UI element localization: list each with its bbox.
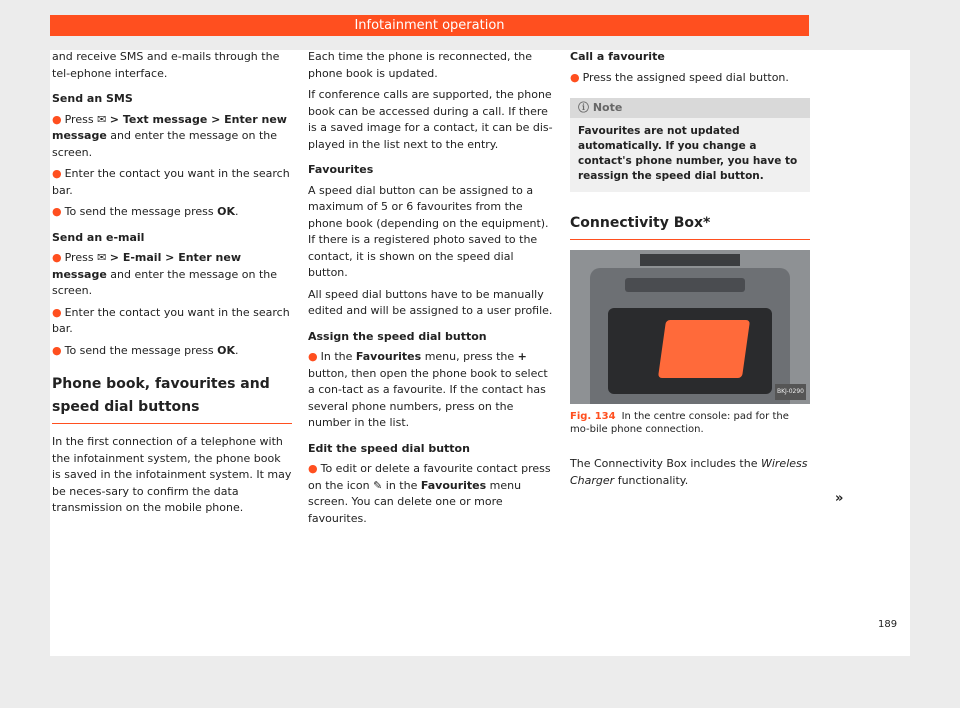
column-1: [52, 49, 292, 522]
sms-heading: Send an SMS: [52, 92, 133, 105]
edit-heading: Edit the speed dial button: [308, 441, 470, 455]
note-box: [570, 98, 810, 192]
figure-caption: Fig. 134 In the centre console: pad for the mo-bile phone connection.: [570, 411, 789, 435]
envelope-icon: ✉: [97, 251, 107, 264]
edit-step: ● To edit or delete a favourite contact press on the icon ✎ in the Favourites menu screen. You can delete one or more favourites.: [308, 462, 551, 525]
continue-chevron: »: [835, 491, 844, 506]
email-step-3: ● To send the message press OK.: [52, 343, 239, 357]
sms-step-3: ● To send the message press OK.: [52, 205, 239, 218]
call-step: ● Press the assigned speed dial button.: [570, 70, 789, 84]
page-number: 189: [878, 619, 898, 630]
bullet-icon: ●: [52, 305, 62, 319]
sms-step-1: ● Press ✉ > Text message > Enter new message and enter the message on the screen.: [52, 112, 287, 159]
bullet-icon: ●: [52, 205, 62, 218]
photo-code: BKJ-0290: [775, 384, 806, 401]
email-step-2: ● Enter the contact you want in the search bar.: [52, 305, 290, 335]
conference-text: If conference calls are supported, the phone book can be accessed during a call. If there is a saved image for a contact, it can be dis-played in the list next to the entry.: [308, 88, 553, 151]
note-text: Favourites are not updated automatically. If you change a contact's phone number, you have to reassign the speed dial button.: [578, 125, 798, 182]
favourites-text-1: A speed dial button can be assigned to a maximum of 5 or 6 favourites from the phone book (depending on the equipment). If there is a registered photo saved to the contact, it is shown on the speed dial button.: [308, 183, 549, 279]
column-3: [570, 49, 810, 494]
bullet-icon: ●: [570, 70, 580, 84]
favourites-text-2: All speed dial buttons have to be manually edited and will be assigned to a user profile.: [308, 287, 553, 317]
bullet-icon: ●: [52, 112, 62, 126]
bullet-icon: ●: [52, 167, 62, 180]
section-heading-connectivity: Connectivity Box*: [570, 212, 810, 240]
assign-step: ● In the Favourites menu, press the + button, then open the phone book to select a con-tact as a favourite. If the contact has several phone numbers, press on the number in the list.: [308, 350, 548, 429]
connectivity-box-photo: [570, 250, 810, 404]
note-header: ⓘ Note: [570, 98, 810, 118]
header-bar: Infotainment operation: [50, 15, 809, 36]
favourites-heading: Favourites: [308, 163, 374, 176]
connectivity-text: The Connectivity Box includes the Wireless Charger functionality.: [570, 457, 808, 487]
section-heading-phonebook: Phone book, favourites and speed dial buttons: [52, 373, 292, 424]
wireless-charger-pad: [658, 320, 750, 378]
reconnect-text: Each time the phone is reconnected, the phone book is updated.: [308, 50, 533, 80]
bullet-icon: ●: [52, 343, 62, 357]
email-step-1: ● Press ✉ > E-mail > Enter new message and enter the message on the screen.: [52, 251, 278, 297]
bullet-icon: ●: [308, 350, 318, 363]
intro-text: and receive SMS and e-mails through the tel-ephone interface.: [52, 50, 280, 80]
call-heading: Call a favourite: [570, 50, 665, 63]
email-heading: Send an e-mail: [52, 230, 145, 244]
bullet-icon: ●: [52, 251, 62, 264]
column-2: [308, 49, 553, 532]
bullet-icon: ●: [308, 462, 318, 475]
phonebook-text: In the first connection of a telephone with the infotainment system, the phone book is saved in the infotainment system. It may be neces-sary to confirm the data transmission on the mobile phone.: [52, 435, 292, 514]
pencil-icon: ✎: [373, 478, 383, 492]
info-icon: ⓘ: [578, 101, 589, 114]
assign-heading: Assign the speed dial button: [308, 329, 487, 343]
envelope-icon: ✉: [97, 112, 107, 126]
sms-step-2: ● Enter the contact you want in the search bar.: [52, 167, 290, 197]
